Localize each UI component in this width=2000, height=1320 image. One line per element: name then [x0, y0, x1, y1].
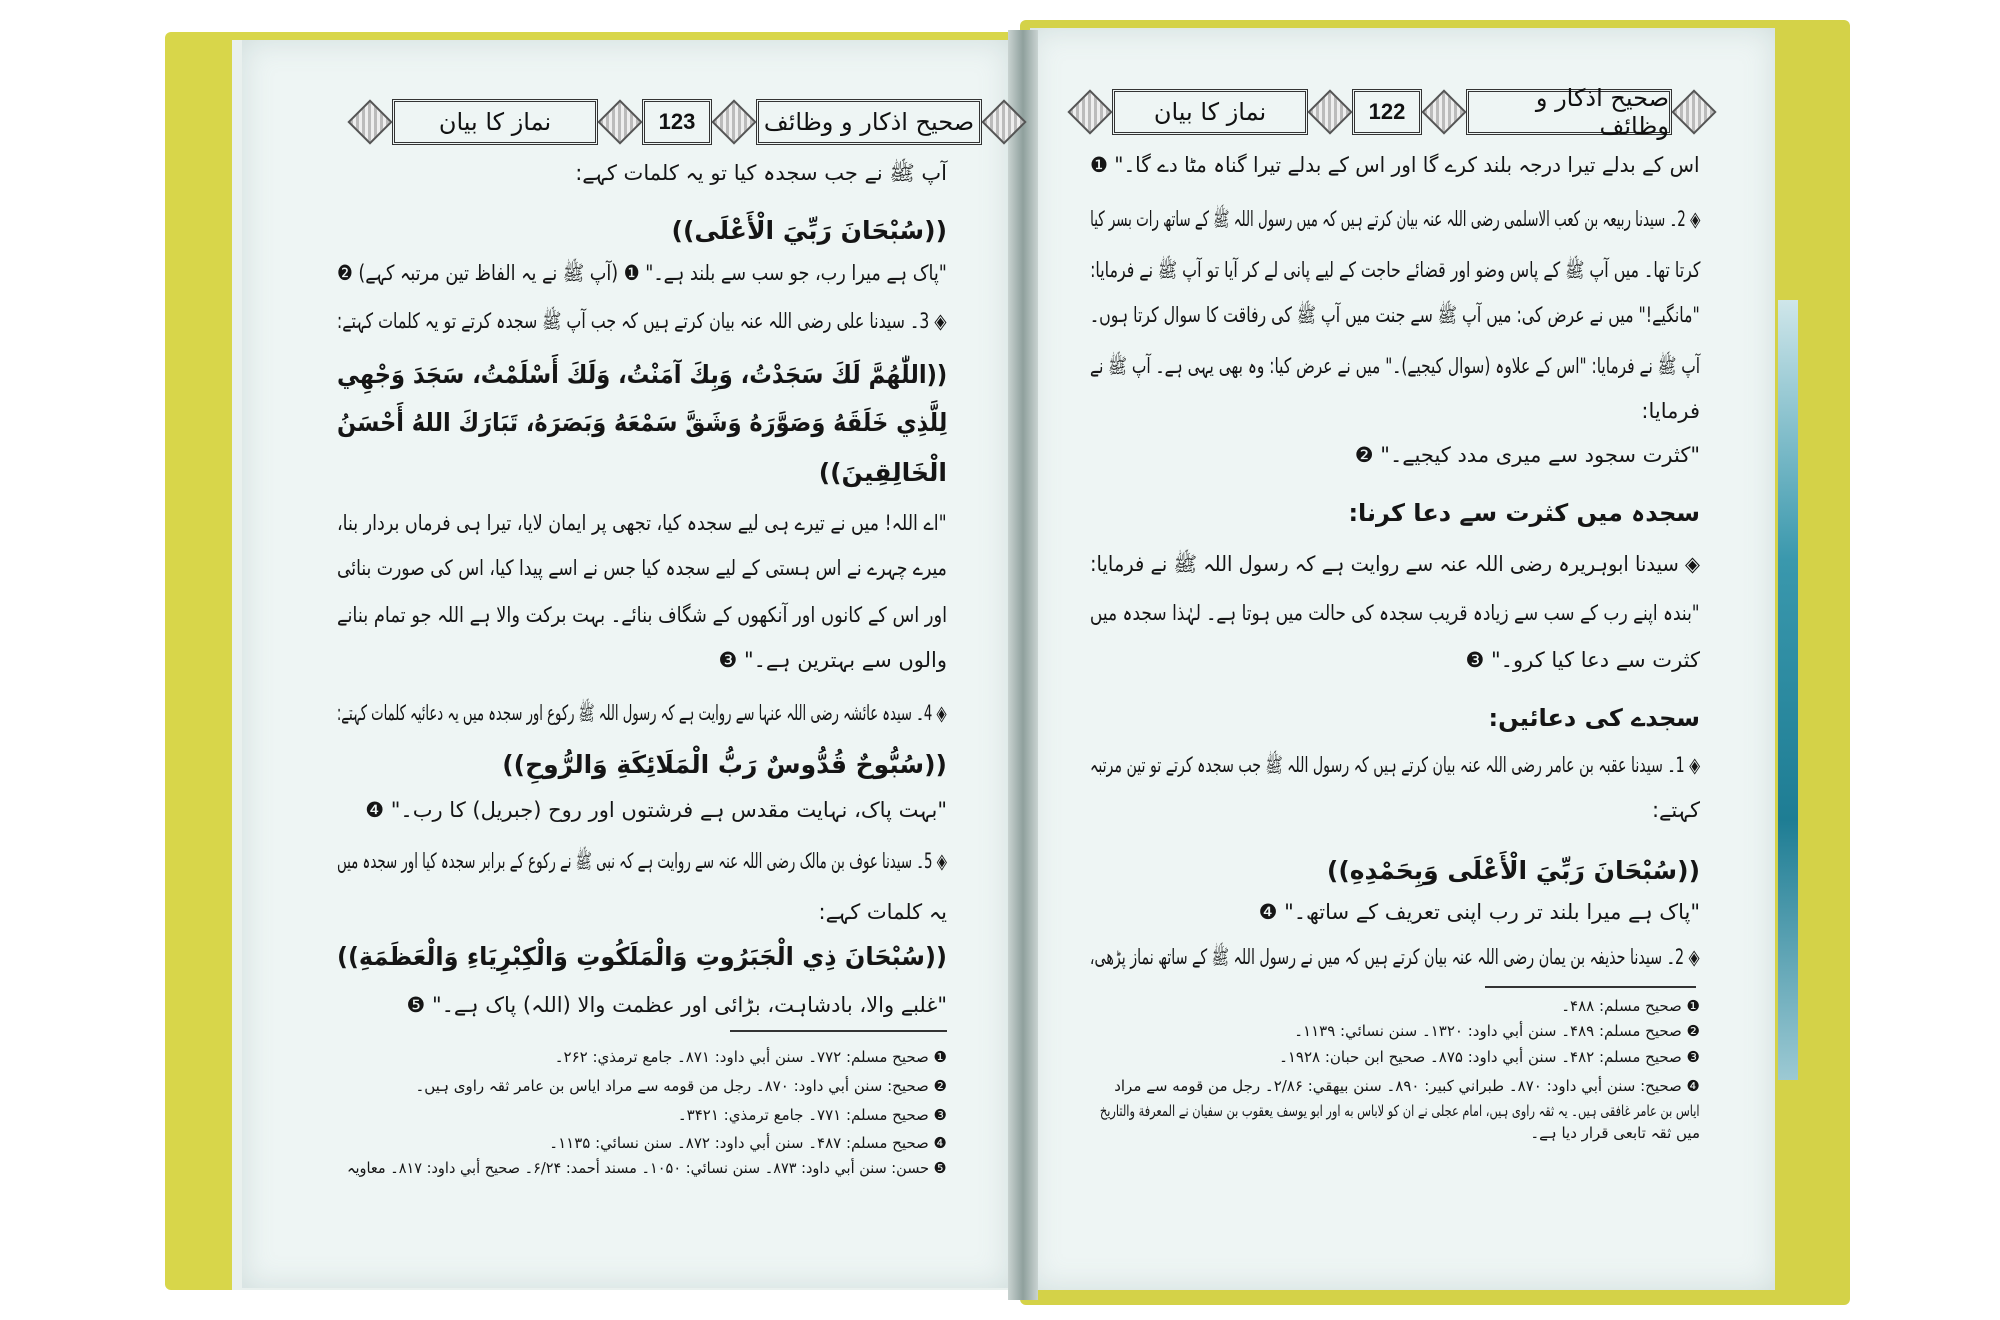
text-line: کرتا تھا۔ میں آپ ﷺ کے پاس وضو اور قضائے حاجت کے لیے پانی لے کر آیا تو آپ ﷺ نے فرمایا: — [1089, 258, 1700, 282]
footnote-divider — [1485, 986, 1696, 988]
text-line: والوں سے بہترین ہے۔" ❸ — [718, 648, 947, 672]
section-heading: سجدے کی دعائیں: — [1488, 704, 1700, 732]
ornament-icon — [597, 99, 642, 144]
chapter-title: نماز کا بیان — [1112, 89, 1308, 135]
book-title: صحیح اذکار و وظائف — [756, 99, 982, 145]
ornament-icon — [347, 99, 392, 144]
text-line: یہ کلمات کہے: — [818, 900, 947, 924]
page-number: 122 — [1352, 89, 1422, 135]
page-edge-marker — [1778, 300, 1798, 1080]
text-line: اس کے بدلے تیرا درجہ بلند کرے گا اور اس کے بدلے تیرا گناہ مٹا دے گا۔" ❶ — [1090, 153, 1700, 177]
arabic-supplication: ((سُبْحَانَ رَبِّيَ الْأَعْلَى وَبِحَمْدِهِ)) — [1326, 856, 1700, 885]
book-title: صحیح اذکار و وظائف — [1466, 89, 1672, 135]
text-line: ◈ 2۔ سیدنا ربیعہ بن کعب الاسلمی رضی اللہ عنہ بیان کرتے ہیں کہ میں رسول اللہ ﷺ کے ساتھ رات بسر کیا — [1089, 207, 1700, 231]
text-line: کثرت سے دعا کیا کرو۔" ❸ — [1465, 648, 1700, 672]
footnote: میں ثقہ تابعی قرار دیا ہے۔ — [1530, 1124, 1700, 1142]
text-line: ◈ سیدنا ابوہریرہ رضی اللہ عنہ سے روایت ہے کہ رسول اللہ ﷺ نے فرمایا: — [1090, 552, 1700, 576]
text-line: ◈ 1۔ سیدنا عقبہ بن عامر رضی اللہ عنہ بیان کرتے ہیں کہ رسول اللہ ﷺ جب سجدہ کرتے تو تین مرتبہ — [1089, 753, 1700, 777]
footnote: ❷ صحیح مسلم: ۴۸۹۔ سنن أبي داود: ۱۳۲۰۔ سنن نسائي: ۱۱۳۹۔ — [1294, 1022, 1700, 1040]
ornament-icon — [1067, 89, 1112, 134]
ornament-icon — [711, 99, 756, 144]
text-line: اور اس کے کانوں اور آنکھوں کے شگاف بنائے۔ بہت برکت والا ہے اللہ جو تمام بنانے — [336, 603, 947, 627]
text-line: ◈ 4۔ سیدہ عائشہ رضی اللہ عنہا سے روایت ہے کہ رسول اللہ ﷺ رکوع اور سجدہ میں یہ دعائیہ کلمات کہتے: — [337, 701, 947, 725]
page-number: 123 — [642, 99, 712, 145]
text-line: "غلبے والا، بادشاہت، بڑائی اور عظمت والا (اللہ) پاک ہے۔" ❺ — [406, 993, 947, 1017]
text-line: کہتے: — [1651, 798, 1700, 822]
text-line: آپ ﷺ نے فرمایا: "اس کے علاوہ (سوال کیجیے)۔" میں نے عرض کیا: وہ بھی یہی ہے۔ آپ ﷺ نے — [1089, 354, 1700, 378]
footnote: ❶ صحیح مسلم: ۴۸۸۔ — [1561, 997, 1700, 1015]
footnote: ❹ صحیح: سنن أبي داود: ۸۷۰۔ طبراني کبیر: ۸۹۰۔ سنن بیهقي: ۲/۸۶۔ رجل من قومه سے مراد — [1114, 1077, 1700, 1095]
text-line: ◈ 2۔ سیدنا حذیفہ بن یمان رضی اللہ عنہ بیان کرتے ہیں کہ میں نے رسول اللہ ﷺ کے ساتھ نماز پڑھی، — [1090, 945, 1700, 969]
arabic-supplication: ((سُبُّوحٌ قُدُّوسٌ رَبُّ الْمَلَائِكَةِ وَالرُّوحِ)) — [502, 750, 947, 779]
arabic-supplication: ((اللّٰهُمَّ لَكَ سَجَدْتُ، وَبِكَ آمَنْتُ، وَلَكَ أَسْلَمْتُ، سَجَدَ وَجْهِي — [336, 360, 947, 389]
text-line: میرے چہرے نے اس ہستی کے لیے سجدہ کیا جس نے اسے پیدا کیا، اس کی صورت بنائی — [337, 556, 947, 580]
arabic-supplication: ((سُبْحَانَ ذِي الْجَبَرُوتِ وَالْمَلَكُوتِ وَالْكِبْرِيَاءِ وَالْعَظَمَةِ)) — [337, 942, 947, 971]
text-line: "پاک ہے میرا بلند تر رب اپنی تعریف کے ساتھ۔" ❹ — [1258, 900, 1700, 924]
arabic-supplication: الْخَالِقِينَ)) — [818, 458, 947, 487]
ornament-icon — [1307, 89, 1352, 134]
footnote: ❷ صحیح: سنن أبي داود: ۸۷۰۔ رجل من قومه سے مراد ایاس بن عامر ثقہ راوی ہیں۔ — [415, 1077, 947, 1095]
footnote: ❶ صحیح مسلم: ۷۷۲۔ سنن أبي داود: ۸۷۱۔ جامع ترمذي: ۲۶۲۔ — [554, 1048, 947, 1066]
footnote-divider — [730, 1030, 947, 1032]
arabic-supplication: لِلَّذِي خَلَقَهُ وَصَوَّرَهُ وَشَقَّ سَمْعَهُ وَبَصَرَهُ، تَبَارَكَ اللهُ أَحْسَنُ — [336, 408, 947, 437]
chapter-title: نماز کا بیان — [392, 99, 598, 145]
book-spine — [1008, 30, 1038, 1300]
right-page-header — [1068, 86, 1716, 138]
ornament-icon — [981, 99, 1026, 144]
text-line: "مانگیے!" میں نے عرض کی: میں آپ ﷺ سے جنت میں آپ ﷺ کی رفاقت کا سوال کرتا ہوں۔ — [1090, 303, 1700, 327]
text-line: "بہت پاک، نہایت مقدس ہے فرشتوں اور روح (جبریل) کا رب۔" ❹ — [365, 798, 947, 822]
left-page-header — [348, 96, 1026, 148]
text-line: "اے اللہ! میں نے تیرے ہی لیے سجدہ کیا، تجھی پر ایمان لایا، تیرا ہی فرماں بردار بنا، — [337, 511, 947, 535]
section-heading: سجدہ میں کثرت سے دعا کرنا: — [1348, 499, 1700, 527]
text-line: آپ ﷺ نے جب سجدہ کیا تو یہ کلمات کہے: — [575, 161, 947, 185]
text-line: "بندہ اپنے رب کے سب سے زیادہ قریب سجدہ کی حالت میں ہوتا ہے۔ لہٰذا سجدہ میں — [1090, 601, 1700, 625]
arabic-supplication: ((سُبْحَانَ رَبِّيَ الْأَعْلَى)) — [671, 216, 947, 245]
footnote: ❸ صحیح مسلم: ۴۸۲۔ سنن أبي داود: ۸۷۵۔ صحیح ابن حبان: ۱۹۲۸۔ — [1279, 1048, 1700, 1066]
ornament-icon — [1421, 89, 1466, 134]
ornament-icon — [1671, 89, 1716, 134]
footnote: ❸ صحیح مسلم: ۷۷۱۔ جامع ترمذي: ۳۴۲۱۔ — [677, 1106, 947, 1124]
text-line: ◈ 5۔ سیدنا عوف بن مالک رضی اللہ عنہ سے روایت ہے کہ نبی ﷺ نے رکوع کے برابر سجدہ کیا اور سجدہ میں — [336, 849, 947, 873]
text-line: "پاک ہے میرا رب، جو سب سے بلند ہے۔" ❶ (آپ ﷺ نے یہ الفاظ تین مرتبہ کہے) ❷ — [337, 261, 947, 285]
text-line: "کثرت سجود سے میری مدد کیجیے۔" ❷ — [1354, 443, 1700, 467]
text-line: فرمایا: — [1641, 399, 1700, 423]
footnote: ❹ صحیح مسلم: ۴۸۷۔ سنن أبي داود: ۸۷۲۔ سنن نسائي: ۱۱۳۵۔ — [549, 1134, 947, 1152]
text-line: ◈ 3۔ سیدنا علی رضی اللہ عنہ بیان کرتے ہیں کہ جب آپ ﷺ سجدہ کرتے تو یہ کلمات کہتے: — [337, 309, 947, 333]
footnote: ایاس بن عامر غافقی ہیں۔ یہ ثقہ راوی ہیں، امام عجلی نے ان کو لاباس به اور ابو یوسف یعقوب بن سفیان نے المعرفة والتاریخ — [1100, 1102, 1700, 1120]
footnote: ❺ حسن: سنن أبي داود: ۸۷۳۔ سنن نسائي: ۱۰۵۰۔ مسند أحمد: ۶/۲۴۔ صحیح أبي داود: ۸۱۷۔ معاویہ — [347, 1159, 947, 1177]
